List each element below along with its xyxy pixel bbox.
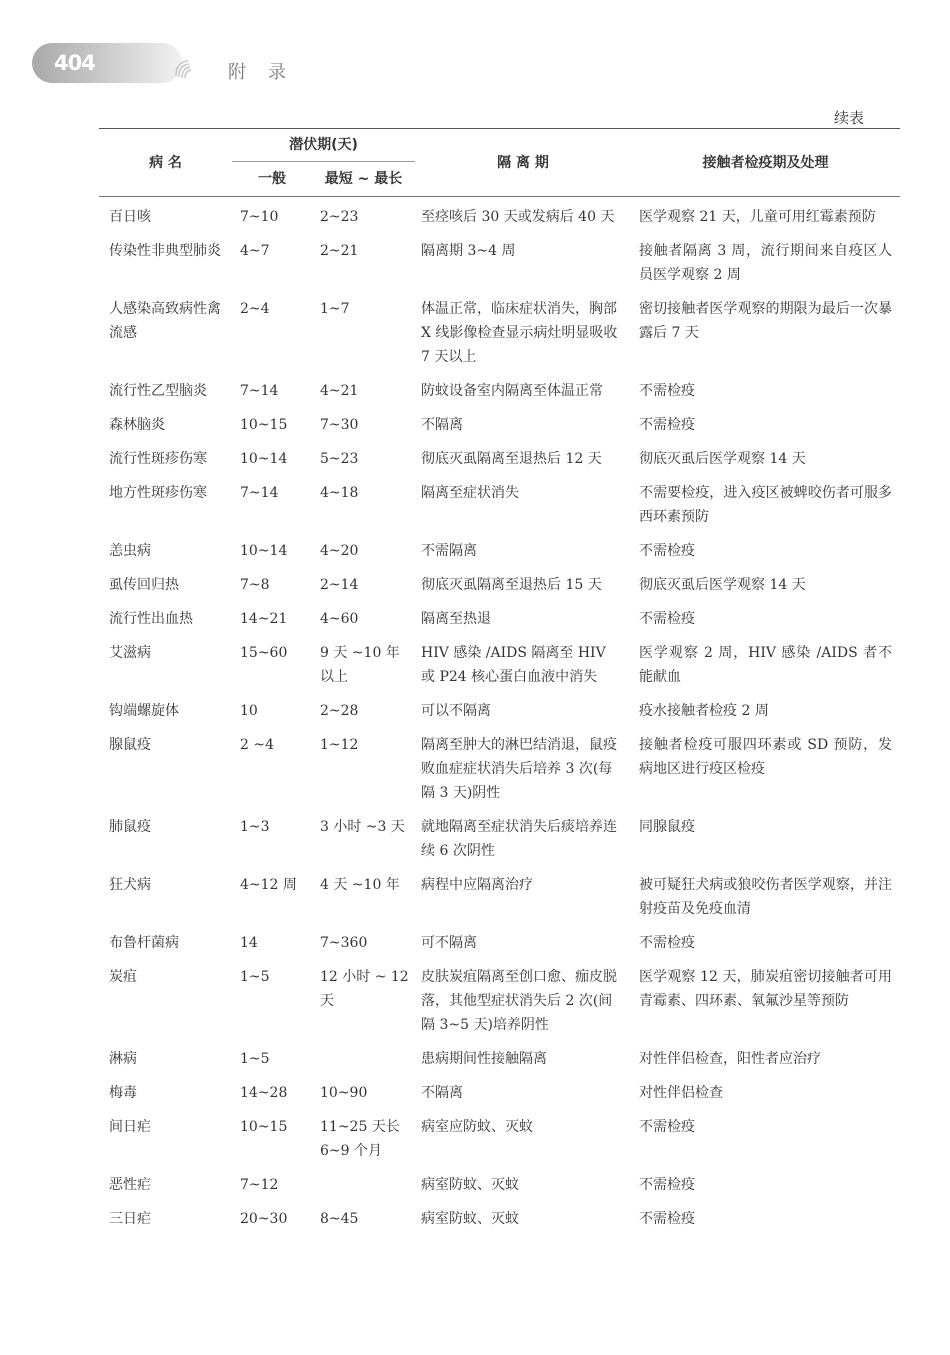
swirl-decoration-icon xyxy=(172,56,198,82)
incubation-range-cell: 2~23 xyxy=(320,209,359,225)
contact-quarantine-cell: 被可疑狂犬病或狼咬伤者医学观察，并注射疫苗及免疫血清 xyxy=(639,877,893,917)
isolation-period-cell: 彻底灭虱隔离至退热后 12 天 xyxy=(421,451,602,467)
table-row xyxy=(99,292,900,374)
disease-name-cell: 流行性出血热 xyxy=(109,611,193,627)
isolation-period-cell: 体温正常，临床症状消失，胸部 X 线影像检查显示病灶明显吸收 7 天以上 xyxy=(421,301,618,365)
incubation-general-cell: 20~30 xyxy=(240,1211,288,1227)
contact-quarantine-cell: 接触者检疫可服四环素或 SD 预防，发病地区进行疫区检疫 xyxy=(639,737,893,777)
incubation-range-cell: 7~30 xyxy=(320,417,359,433)
table-row xyxy=(99,960,900,1042)
disease-name-cell: 间日疟 xyxy=(109,1119,151,1135)
incubation-range-cell: 2~21 xyxy=(320,243,359,259)
table-row xyxy=(99,926,900,960)
incubation-range-cell: 8~45 xyxy=(320,1211,359,1227)
isolation-period-cell: 隔离至肿大的淋巴结消退，鼠疫败血症症状消失后培养 3 次(每隔 3 天)阴性 xyxy=(421,737,618,801)
incubation-range-cell: 5~23 xyxy=(320,451,359,467)
contact-quarantine-cell: 不需检疫 xyxy=(639,417,696,433)
isolation-period-cell: 不需隔离 xyxy=(421,543,478,559)
table-row xyxy=(99,234,900,292)
contact-quarantine-cell: 对性伴侣检查，阳性者应治疗 xyxy=(639,1051,822,1067)
disease-name-cell: 恙虫病 xyxy=(109,543,151,559)
table-row xyxy=(99,728,900,810)
incubation-general-cell: 4~7 xyxy=(240,243,270,259)
contact-quarantine-cell: 彻底灭虱后医学观察 14 天 xyxy=(639,577,806,593)
isolation-period-cell: 隔离期 3~4 周 xyxy=(421,243,516,259)
disease-name-cell: 钩端螺旋体 xyxy=(109,703,179,719)
table-row xyxy=(99,868,900,926)
disease-name-cell: 狂犬病 xyxy=(109,877,151,893)
incubation-range-cell: 10~90 xyxy=(320,1085,368,1101)
table-row xyxy=(99,197,900,235)
incubation-range-cell: 2~28 xyxy=(320,703,359,719)
header-isolation: 隔 离 期 xyxy=(415,129,631,197)
table-continued-label: 续表 xyxy=(834,109,865,127)
contact-quarantine-cell: 疫水接触者检疫 2 周 xyxy=(639,703,769,719)
isolation-period-cell: 病室防蚊、灭蚊 xyxy=(421,1211,520,1227)
table-row xyxy=(99,1202,900,1236)
contact-quarantine-cell: 不需检疫 xyxy=(639,543,696,559)
page-header xyxy=(0,0,950,127)
contact-quarantine-cell: 不需要检疫，进入疫区被蜱咬伤者可服多西环素预防 xyxy=(639,485,893,525)
incubation-range-cell: 7~360 xyxy=(320,935,368,951)
isolation-period-cell: 隔离至症状消失 xyxy=(421,485,520,501)
table-row xyxy=(99,1168,900,1202)
isolation-period-cell: 至痉咳后 30 天或发病后 40 天 xyxy=(421,209,615,225)
header-incubation-general: 一般 xyxy=(232,162,312,197)
incubation-range-cell: 11~25 天长 6~9 个月 xyxy=(320,1119,400,1159)
disease-name-cell: 百日咳 xyxy=(109,209,151,225)
disease-name-cell: 肺鼠疫 xyxy=(109,819,151,835)
contact-quarantine-cell: 不需检疫 xyxy=(639,383,696,399)
incubation-general-cell: 1~5 xyxy=(240,1051,270,1067)
disease-name-cell: 传染性非典型肺炎 xyxy=(109,243,221,259)
incubation-general-cell: 7~10 xyxy=(240,209,279,225)
incubation-range-cell: 1~12 xyxy=(320,737,359,753)
table-row xyxy=(99,694,900,728)
incubation-general-cell: 10 xyxy=(240,703,258,719)
disease-name-cell: 腺鼠疫 xyxy=(109,737,151,753)
incubation-general-cell: 14~21 xyxy=(240,611,288,627)
incubation-general-cell: 1~3 xyxy=(240,819,270,835)
header-incubation-range: 最短 ~ 最长 xyxy=(312,162,415,197)
isolation-period-cell: HIV 感染 /AIDS 隔离至 HIV 或 P24 核心蛋白血液中消失 xyxy=(421,645,606,685)
contact-quarantine-cell: 同腺鼠疫 xyxy=(639,819,696,835)
incubation-general-cell: 10~14 xyxy=(240,451,288,467)
incubation-general-cell: 7~14 xyxy=(240,383,279,399)
incubation-general-cell: 14~28 xyxy=(240,1085,288,1101)
table-row xyxy=(99,476,900,534)
incubation-range-cell xyxy=(312,1042,415,1076)
table-row xyxy=(99,408,900,442)
contact-quarantine-cell: 密切接触者医学观察的期限为最后一次暴露后 7 天 xyxy=(639,301,893,341)
contact-quarantine-cell: 医学观察 2 周，HIV 感染 /AIDS 者不能献血 xyxy=(639,645,893,685)
disease-name-cell: 流行性乙型脑炎 xyxy=(109,383,207,399)
section-title: 附录 xyxy=(228,62,308,83)
incubation-range-cell xyxy=(312,1168,415,1202)
disease-name-cell: 艾滋病 xyxy=(109,645,151,661)
incubation-range-cell: 4~60 xyxy=(320,611,359,627)
contact-quarantine-cell: 不需检疫 xyxy=(639,1211,696,1227)
table-row xyxy=(99,568,900,602)
disease-name-cell: 炭疽 xyxy=(109,969,137,985)
table-row xyxy=(99,636,900,694)
header-contact-quarantine: 接触者检疫期及处理 xyxy=(631,129,900,197)
isolation-period-cell: 防蚊设备室内隔离至体温正常 xyxy=(421,383,604,399)
table-row xyxy=(99,602,900,636)
isolation-period-cell: 不隔离 xyxy=(421,1085,464,1101)
incubation-general-cell: 7~8 xyxy=(240,577,270,593)
incubation-general-cell: 15~60 xyxy=(240,645,288,661)
incubation-general-cell: 7~12 xyxy=(240,1177,279,1193)
isolation-period-cell: 病室防蚊、灭蚊 xyxy=(421,1177,520,1193)
contact-quarantine-cell: 接触者隔离 3 周，流行期间来自疫区人员医学观察 2 周 xyxy=(639,243,893,283)
incubation-range-cell: 2~14 xyxy=(320,577,359,593)
disease-name-cell: 森林脑炎 xyxy=(109,417,165,433)
disease-name-cell: 虱传回归热 xyxy=(109,577,179,593)
contact-quarantine-cell: 不需检疫 xyxy=(639,935,696,951)
disease-name-cell: 恶性疟 xyxy=(109,1177,151,1193)
contact-quarantine-cell: 医学观察 21 天，儿童可用红霉素预防 xyxy=(639,209,876,225)
incubation-range-cell: 4~21 xyxy=(320,383,359,399)
incubation-general-cell: 10~15 xyxy=(240,417,288,433)
incubation-general-cell: 14 xyxy=(240,935,258,951)
incubation-general-cell: 7~14 xyxy=(240,485,279,501)
table-row xyxy=(99,374,900,408)
incubation-range-cell: 4~20 xyxy=(320,543,359,559)
table-row xyxy=(99,1110,900,1168)
disease-name-cell: 三日疟 xyxy=(109,1211,151,1227)
isolation-period-cell: 皮肤炭疽隔离至创口愈、痂皮脱落，其他型症状消失后 2 次(间隔 3~5 天)培养阴性 xyxy=(421,969,618,1033)
header-incubation: 潜伏期(天) xyxy=(232,129,415,162)
isolation-period-cell: 患病期间性接触隔离 xyxy=(421,1051,548,1067)
isolation-period-cell: 隔离至热退 xyxy=(421,611,492,627)
incubation-range-cell: 12 小时 ~ 12 天 xyxy=(320,969,409,1009)
isolation-period-cell: 病程中应隔离治疗 xyxy=(421,877,534,893)
isolation-period-cell: 可以不隔离 xyxy=(421,703,492,719)
disease-name-cell: 淋病 xyxy=(109,1051,137,1067)
contact-quarantine-cell: 医学观察 12 天，肺炭疽密切接触者可用青霉素、四环素、氧氟沙星等预防 xyxy=(639,969,893,1009)
contact-quarantine-cell: 不需检疫 xyxy=(639,1177,696,1193)
table-row xyxy=(99,442,900,476)
table-row xyxy=(99,1042,900,1076)
disease-name-cell: 流行性斑疹伤寒 xyxy=(109,451,207,467)
disease-name-cell: 梅毒 xyxy=(109,1085,137,1101)
incubation-general-cell: 2~4 xyxy=(240,301,270,317)
disease-name-cell: 地方性斑疹伤寒 xyxy=(109,485,207,501)
contact-quarantine-cell: 彻底灭虱后医学观察 14 天 xyxy=(639,451,806,467)
incubation-general-cell: 4~12 周 xyxy=(240,877,297,893)
page-number: 404 xyxy=(54,51,95,75)
isolation-period-cell: 就地隔离至症状消失后痰培养连续 6 次阴性 xyxy=(421,819,618,859)
incubation-range-cell: 9 天 ~10 年以上 xyxy=(320,645,400,685)
incubation-range-cell: 4~18 xyxy=(320,485,359,501)
incubation-range-cell: 1~7 xyxy=(320,301,350,317)
isolation-period-cell: 不隔离 xyxy=(421,417,464,433)
infectious-disease-table xyxy=(99,128,900,1236)
contact-quarantine-cell: 不需检疫 xyxy=(639,611,696,627)
incubation-general-cell: 2 ~4 xyxy=(240,737,274,753)
disease-name-cell: 人感染高致病性禽流感 xyxy=(109,301,221,341)
isolation-period-cell: 可不隔离 xyxy=(421,935,478,951)
incubation-general-cell: 10~15 xyxy=(240,1119,288,1135)
table-row xyxy=(99,1076,900,1110)
incubation-general-cell: 10~14 xyxy=(240,543,288,559)
contact-quarantine-cell: 不需检疫 xyxy=(639,1119,696,1135)
incubation-range-cell: 3 小时 ~3 天 xyxy=(320,819,405,835)
disease-name-cell: 布鲁杆菌病 xyxy=(109,935,179,951)
table-body xyxy=(99,197,900,1237)
isolation-period-cell: 病室应防蚊、灭蚊 xyxy=(421,1119,534,1135)
header-disease-name: 病 名 xyxy=(99,129,232,197)
isolation-period-cell: 彻底灭虱隔离至退热后 15 天 xyxy=(421,577,602,593)
table-row xyxy=(99,534,900,568)
contact-quarantine-cell: 对性伴侣检查 xyxy=(639,1085,724,1101)
incubation-range-cell: 4 天 ~10 年 xyxy=(320,877,400,893)
incubation-general-cell: 1~5 xyxy=(240,969,270,985)
table-row xyxy=(99,810,900,868)
